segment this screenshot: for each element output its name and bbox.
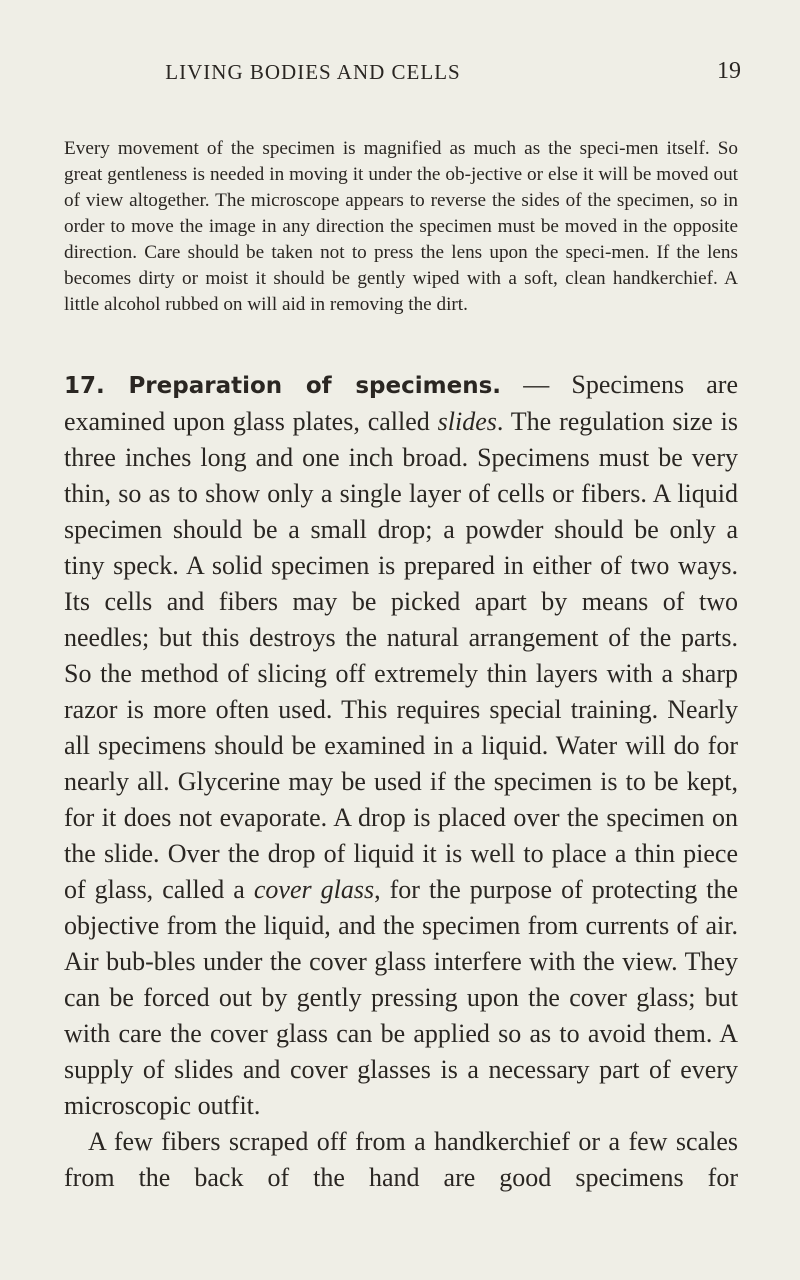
section-17 (64, 367, 738, 1196)
term-cover-glass: cover glass (253, 875, 375, 904)
text-part-1: Specimens are examined upon glass plates, called (64, 370, 739, 436)
term-slides: slides (437, 407, 497, 436)
text-part-2: . The regulation size is three inches long and one inch broad. Specimens must be very thin, so as to show only a single layer of cells or fibers. A liquid specimen should be a small drop; a powder should be only a tiny speck. A solid specimen is prepared in either of two ways. Its cells and fibers may be picked apart by means of two needles; but this destroys the natural arrangement of the parts. So the method of slicing off extremely thin layers with a sharp razor is more often used. This requires special training. Nearly all specimens should be examined in a liquid. Water will do for nearly all. Glycerine may be used if the specimen is to be kept, for it does not evaporate. A drop is placed over the specimen on the slide. Over the drop of liquid it is well to place a thin piece of glass, called a (64, 407, 739, 904)
page-header (0, 60, 800, 90)
page-number: 19 (717, 58, 741, 84)
section-heading: 17. Preparation of specimens. (64, 373, 502, 399)
running-title: LIVING BODIES AND CELLS (165, 60, 461, 84)
last-paragraph: A few fibers scraped off from a handkerchief or a few scales from the back of the hand are good specimens for (64, 1127, 738, 1192)
text-part-3: , for the purpose of protecting the objective from the liquid, and the specimen from currents of air. Air bub-bles under the cover glass interfere with the view. They can be forced out by gently pressing upon the cover glass; but with care the cover glass can be applied so as to avoid them. A supply of slides and cover glasses is a necessary part of every microscopic outfit. (64, 875, 738, 1120)
heading-dash: — (501, 370, 572, 399)
paragraph-top: Every movement of the specimen is magnified as much as the speci-men itself. So great gentleness is needed in moving it under the ob-jective or else it will be moved out of view altogether. The microscope appears to reverse the sides of the specimen, so in order to move the image in any direction the specimen must be moved in the opposite direction. Care should be taken not to press the lens upon the speci-men. If the lens becomes dirty or moist it should be gently wiped with a soft, clean handkerchief. A little alcohol rubbed on will aid in removing the dirt. (64, 138, 738, 316)
section-paragraph (64, 367, 738, 1124)
